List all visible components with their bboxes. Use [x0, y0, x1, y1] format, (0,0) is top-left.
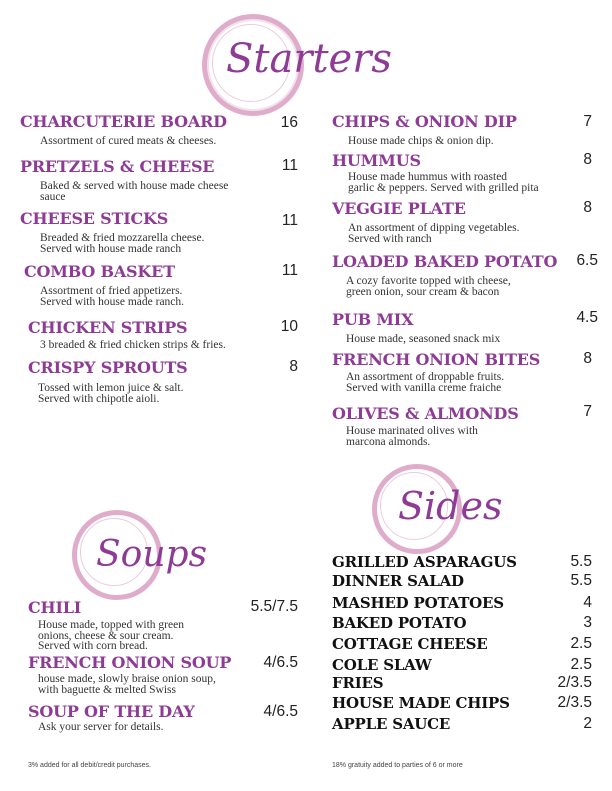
item-description: House made, topped with green onions, cheese & sour cream. Served with corn bread.: [38, 619, 184, 652]
item-description: House made chips & onion dip.: [348, 135, 494, 147]
item-description: house made, slowly braise onion soup, with baguette & melted Swiss: [38, 673, 216, 696]
side-name: APPLE SAUCE: [332, 715, 451, 733]
side-price: 2: [583, 715, 592, 732]
side-price: 2/3.5: [557, 674, 592, 691]
item-name: COMBO BASKET: [24, 262, 175, 281]
item-description: A cozy favorite topped with cheese, green onion, sour cream & bacon: [346, 275, 511, 298]
item-name: CHIPS & ONION DIP: [332, 112, 517, 131]
item-name: CHILI: [28, 598, 82, 617]
item-name: HUMMUS: [332, 151, 421, 170]
item-description: Ask your server for details.: [38, 721, 164, 733]
item-name: LOADED BAKED POTATO: [332, 252, 558, 271]
item-price: 5.5/7.5: [250, 598, 298, 615]
item-description: Breaded & fried mozzarella cheese. Served with house made ranch: [40, 232, 205, 255]
item-name: SOUP OF THE DAY: [28, 702, 195, 721]
item-price: 16: [280, 114, 298, 131]
item-name: CHICKEN STRIPS: [28, 318, 188, 337]
item-name: CHEESE STICKS: [20, 209, 169, 228]
side-price: 3: [583, 614, 592, 631]
item-description: An assortment of dipping vegetables. Served with ranch: [348, 222, 520, 245]
item-description: Assortment of cured meats & cheeses.: [40, 135, 217, 147]
item-price: 8: [583, 199, 592, 216]
item-price: 11: [281, 262, 298, 279]
side-name: GRILLED ASPARAGUS: [332, 553, 517, 571]
item-name: CRISPY SPROUTS: [28, 358, 188, 377]
footer-gratuity-note: 18% gratuity added to parties of 6 or more: [332, 762, 463, 769]
side-price: 2/3.5: [557, 694, 592, 711]
sides-title: Sides: [398, 484, 503, 528]
item-price: 7: [583, 113, 592, 130]
side-name: BAKED POTATO: [332, 614, 467, 632]
item-name: FRENCH ONION BITES: [332, 350, 541, 369]
side-name: HOUSE MADE CHIPS: [332, 694, 510, 712]
item-price: 11: [281, 157, 298, 174]
soups-title: Soups: [96, 534, 208, 575]
item-price: 4/6.5: [263, 654, 298, 671]
item-name: PRETZELS & CHEESE: [20, 157, 215, 176]
item-description: House marinated olives with marcona almonds.: [346, 425, 478, 448]
side-price: 5.5: [570, 572, 592, 589]
item-price: 7: [583, 403, 592, 420]
item-price: 4.5: [576, 309, 598, 326]
side-price: 5.5: [570, 553, 592, 570]
item-description: An assortment of droppable fruits. Served with vanilla creme fraiche: [346, 371, 505, 394]
item-name: CHARCUTERIE BOARD: [20, 112, 227, 131]
item-description: Tossed with lemon juice & salt. Served with chipotle aioli.: [38, 382, 184, 405]
item-price: 6.5: [576, 252, 598, 269]
item-price: 11: [281, 212, 298, 229]
starters-title: Starters: [226, 36, 392, 82]
item-description: House made hummus with roasted garlic & peppers. Served with grilled pita: [348, 171, 539, 194]
side-name: FRIES: [332, 674, 384, 692]
item-name: OLIVES & ALMONDS: [332, 404, 519, 423]
item-price: 4/6.5: [263, 703, 298, 720]
side-price: 2.5: [570, 656, 592, 673]
footer-card-fee-note: 3% added for all debit/credit purchases.: [28, 762, 151, 769]
item-price: 8: [289, 358, 298, 375]
item-description: Assortment of fried appetizers. Served with house made ranch.: [40, 285, 185, 308]
side-name: DINNER SALAD: [332, 572, 464, 590]
item-description: House made, seasoned snack mix: [346, 333, 501, 345]
side-name: COTTAGE CHEESE: [332, 635, 488, 653]
item-description: Baked & served with house made cheese sauce: [40, 180, 229, 203]
item-price: 8: [583, 350, 592, 367]
item-name: FRENCH ONION SOUP: [28, 653, 232, 672]
item-name: PUB MIX: [332, 310, 414, 329]
item-name: VEGGIE PLATE: [332, 199, 466, 218]
side-price: 4: [583, 594, 592, 611]
side-name: MASHED POTATOES: [332, 594, 504, 612]
item-price: 8: [583, 151, 592, 168]
item-description: 3 breaded & fried chicken strips & fries.: [40, 339, 226, 351]
side-price: 2.5: [570, 635, 592, 652]
side-name: COLE SLAW: [332, 656, 432, 674]
item-price: 10: [280, 318, 298, 335]
